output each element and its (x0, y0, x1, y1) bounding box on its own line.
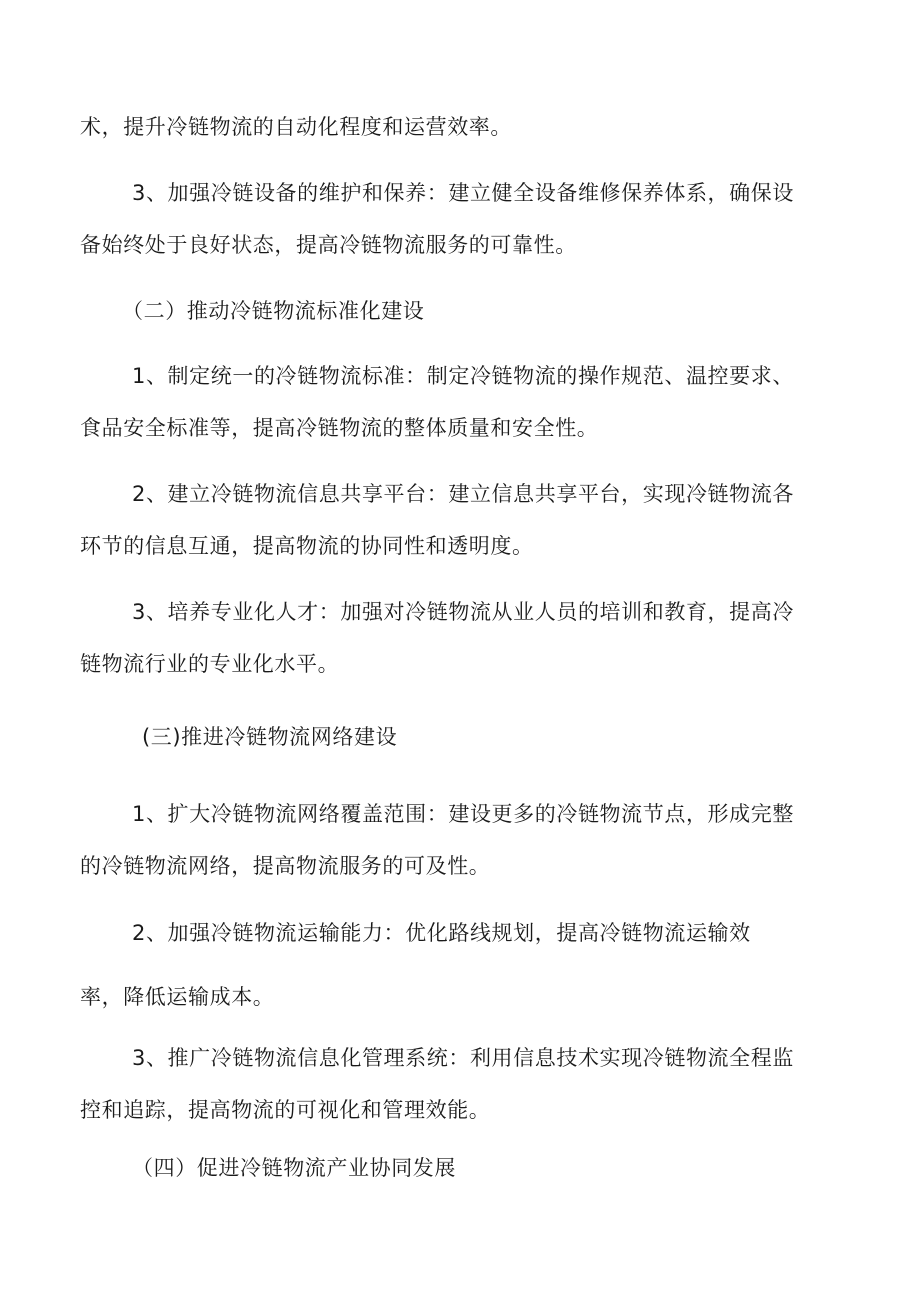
list-item-line: 1、扩大冷链物流网络覆盖范围：建设更多的冷链物流节点，形成完整 (132, 802, 794, 826)
list-item-line: 率，降低运输成本。 (80, 985, 275, 1009)
section-heading: （四）促进冷链物流产业协同发展 (132, 1156, 456, 1180)
list-item-line: 链物流行业的专业化水平。 (80, 652, 340, 676)
list-item-line: 2、加强冷链物流运输能力：优化路线规划，提高冷链物流运输效 (132, 921, 751, 945)
list-item-line: 环节的信息互通，提高物流的协同性和透明度。 (80, 534, 534, 558)
list-item-line: 1、制定统一的冷链物流标准：制定冷链物流的操作规范、温控要求、 (132, 364, 794, 388)
list-item-line: 的冷链物流网络，提高物流服务的可及性。 (80, 854, 491, 878)
list-item-line: 控和追踪，提高物流的可视化和管理效能。 (80, 1098, 491, 1122)
list-item-line: 3、培养专业化人才：加强对冷链物流从业人员的培训和教育，提高冷 (132, 600, 794, 624)
list-item-line: 3、加强冷链设备的维护和保养：建立健全设备维修保养体系，确保设 (132, 181, 794, 205)
paragraph-line: 术，提升冷链物流的自动化程度和运营效率。 (80, 115, 512, 139)
list-item-line: 2、建立冷链物流信息共享平台：建立信息共享平台，实现冷链物流各 (132, 482, 794, 506)
list-item-line: 食品安全标准等，提高冷链物流的整体质量和安全性。 (80, 416, 599, 440)
list-item-line: 3、推广冷链物流信息化管理系统：利用信息技术实现冷链物流全程监 (132, 1046, 794, 1070)
section-heading: (三)推进冷链物流网络建设 (142, 725, 398, 749)
list-item-line: 备始终处于良好状态，提高冷链物流服务的可靠性。 (80, 233, 577, 257)
section-heading: （二）推动冷链物流标准化建设 (122, 299, 425, 323)
